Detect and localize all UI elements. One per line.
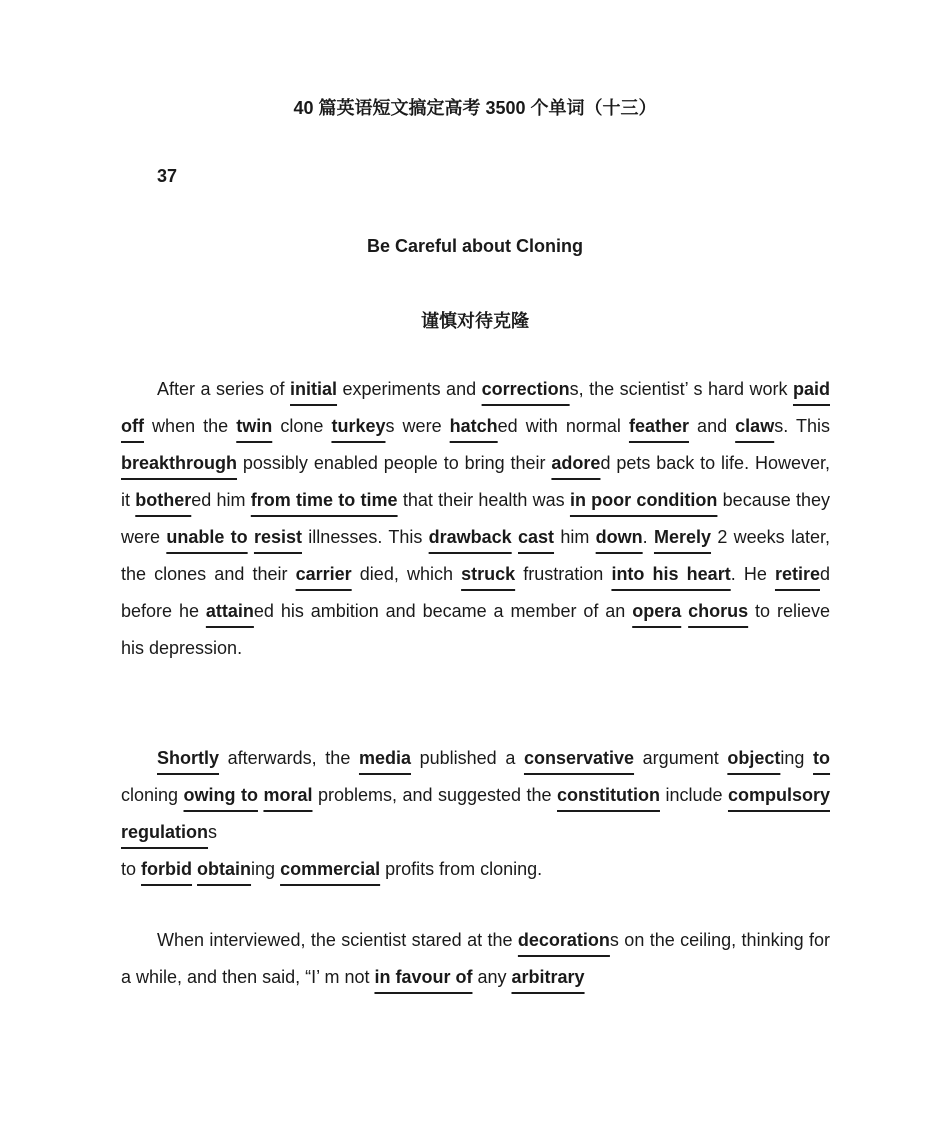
vocab-word: breakthrough [121, 453, 238, 473]
vocab-word: struck [461, 564, 516, 584]
vocab-word: initial [290, 379, 338, 399]
vocab-word: claw [735, 416, 775, 436]
paragraph-3: When interviewed, the scientist stared at the decorations on the ceiling, thinking for a while, and then said, “I’ m not in favour of any arbitrary [121, 930, 830, 987]
vocab-word: forbid [141, 859, 193, 879]
vocab-word: decoration [517, 930, 610, 950]
vocab-word: Shortly [157, 748, 220, 768]
vocab-word: conservative [523, 748, 635, 768]
vocab-word: bother [135, 490, 192, 510]
vocab-word: Merely [653, 527, 712, 547]
vocab-word: correction [481, 379, 570, 399]
vocab-word: carrier [295, 564, 352, 584]
vocab-word: arbitrary [511, 967, 585, 987]
vocab-word: opera [632, 601, 682, 621]
vocab-word: retire [774, 564, 820, 584]
vocab-word: constitution [557, 785, 660, 805]
vocab-word: adore [551, 453, 601, 473]
vocab-word: paid off [121, 379, 830, 436]
vocab-word: from time to time [250, 490, 398, 510]
vocab-word: resist [253, 527, 302, 547]
vocab-word: turkey [331, 416, 386, 436]
vocab-word: commercial [280, 859, 381, 879]
vocab-word: obtain [197, 859, 252, 879]
vocab-word: compulsory [727, 785, 830, 805]
vocab-word: owing to [183, 785, 258, 805]
article-chinese-title: 谨慎对待克隆 [421, 311, 529, 331]
vocab-word: moral [263, 785, 313, 805]
document-title: 40 篇英语短文搞定高考 3500 个单词（十三） [293, 98, 657, 118]
article-english-title: Be Careful about Cloning [367, 236, 583, 256]
vocab-word: in poor condition [569, 490, 718, 510]
vocab-word: into his heart [611, 564, 731, 584]
vocab-word: down [595, 527, 643, 547]
vocab-word: in favour of [374, 967, 473, 987]
paragraph-1: After a series of initial experiments and corrections, the scientist’ s hard work paid off when the twin clone turkeys were hatched with normal feather and claws. This breakthrough possibly enabled people to bring their adored pets back to life. However, it bothered him from time to time that their health was in poor condition because they were unable to resist illnesses. This drawback cast him down. Merely 2 weeks later, the clones and their carrier died, which struck frustration into his heart. He retired before he attained his ambition and became a member of an opera chorus to relieve his depression. [121, 379, 831, 658]
vocab-word: attain [205, 601, 254, 621]
vocab-word: media [358, 748, 411, 768]
article-number: 37 [157, 166, 178, 186]
vocab-word: drawback [428, 527, 512, 547]
vocab-word: to [813, 748, 831, 768]
vocab-word: feather [628, 416, 689, 436]
vocab-word: hatch [449, 416, 498, 436]
vocab-word: regulation [121, 822, 209, 842]
vocab-word: twin [236, 416, 273, 436]
vocab-word: cast [518, 527, 555, 547]
vocab-word: unable to [166, 527, 248, 547]
vocab-word: object [727, 748, 781, 768]
paragraph-2: Shortly afterwards, the media published a conservative argument objecting to cloning owing to moral problems, and suggested the constitution include compulsory regulations to forbid obtaining commercial profits from cloning. [121, 748, 831, 879]
vocab-word: chorus [688, 601, 749, 621]
